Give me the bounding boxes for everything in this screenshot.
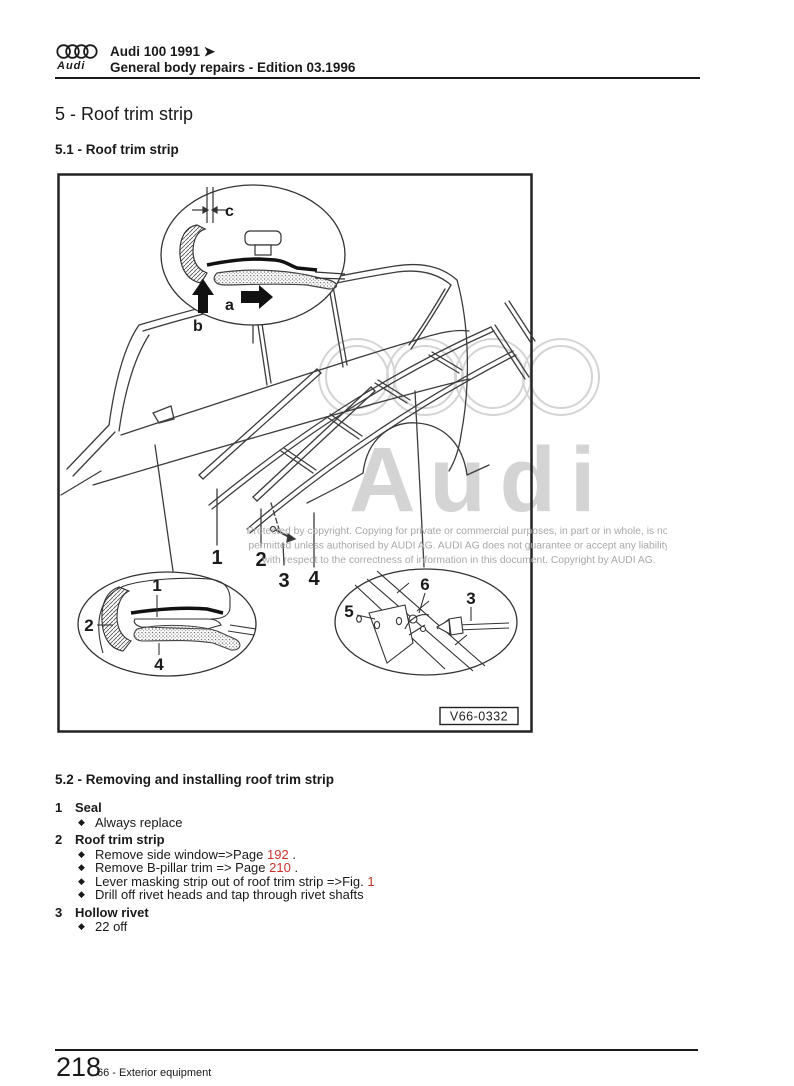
diamond-bullet-icon: ◆ xyxy=(78,848,85,859)
section-title: 5 - Roof trim strip xyxy=(55,104,194,124)
subsection-title-52: 5.2 - Removing and installing roof trim strip xyxy=(55,772,335,787)
callout-left-4: 4 xyxy=(154,655,164,674)
page-number: 218 xyxy=(56,1052,102,1082)
list-item xyxy=(55,906,705,921)
page-reference[interactable]: 192 xyxy=(267,846,289,862)
subsection-title-51: 5.1 - Roof trim strip xyxy=(55,142,179,157)
callout-1: 1 xyxy=(211,547,223,569)
detail-circle-right xyxy=(335,569,517,675)
bullet-item xyxy=(55,920,705,934)
item-number: 2 xyxy=(55,832,63,848)
bullet-item xyxy=(55,816,705,830)
page-reference[interactable]: 210 xyxy=(269,860,291,876)
diamond-bullet-icon: ◆ xyxy=(78,816,85,827)
bullet-text: Remove B-pillar trim => Page 210 . xyxy=(95,860,299,876)
callout-right-5: 5 xyxy=(344,602,354,621)
bullet-item xyxy=(55,848,705,862)
callout-4: 4 xyxy=(308,568,320,590)
list-item xyxy=(55,833,705,848)
bullet-item xyxy=(55,861,705,875)
detail-circle-top xyxy=(161,185,345,335)
bullet-text: Drill off rivet heads and tap through rivet shafts xyxy=(95,887,364,903)
copyright-watermark xyxy=(247,526,667,566)
technical-figure xyxy=(57,173,667,735)
audi-wordmark: Audi xyxy=(57,60,86,72)
bullet-text: Always replace xyxy=(95,814,183,830)
diamond-bullet-icon: ◆ xyxy=(78,875,85,886)
header-title-block xyxy=(110,44,355,76)
bullet-text: 22 off xyxy=(95,919,128,935)
callout-right-6: 6 xyxy=(420,575,430,594)
item-title: Roof trim strip xyxy=(75,832,165,848)
callout-c: c xyxy=(225,203,234,220)
callout-2: 2 xyxy=(255,549,267,571)
bullet-text: Remove side window=>Page 192 . xyxy=(95,846,296,862)
audi-rings-icon xyxy=(56,43,98,60)
bullet-item xyxy=(55,888,705,902)
callout-b: b xyxy=(193,318,203,335)
parts-list xyxy=(55,801,705,934)
detail-circle-left xyxy=(78,572,256,676)
item-number: 1 xyxy=(55,800,63,815)
drawing-id: V66-0332 xyxy=(449,709,509,724)
item-title: Hollow rivet xyxy=(75,904,149,920)
chapter-label: 66 - Exterior equipment xyxy=(97,1067,212,1079)
callout-left-2: 2 xyxy=(84,616,94,635)
copyright-line-2: permitted unless authorised by AUDI AG. AUDI AG does not guarantee or accept any liability xyxy=(248,540,667,552)
callout-left-1: 1 xyxy=(152,576,162,595)
copyright-line-3: with respect to the correctness of information in this document. Copyright by AUDI AG. xyxy=(262,555,656,566)
page-reference[interactable]: 1 xyxy=(367,873,375,889)
diamond-bullet-icon: ◆ xyxy=(78,889,85,900)
callout-a: a xyxy=(225,297,234,314)
header-subtitle: General body repairs - Edition 03.1996 xyxy=(110,60,356,75)
footer-rule xyxy=(55,1049,698,1051)
diamond-bullet-icon: ◆ xyxy=(78,921,85,932)
diamond-bullet-icon: ◆ xyxy=(78,862,85,873)
bullet-item xyxy=(55,875,705,889)
bullet-text: Lever masking strip out of roof trim strip =>Fig. 1 xyxy=(95,873,375,889)
item-number: 3 xyxy=(55,904,63,920)
header-model-line: Audi 100 1991 ➤ xyxy=(110,44,216,59)
drawing-id-box xyxy=(440,708,518,725)
item-title: Seal xyxy=(75,800,102,815)
list-item xyxy=(55,801,705,816)
callout-3: 3 xyxy=(278,570,290,592)
audi-watermark-text: Audi xyxy=(349,429,610,531)
copyright-line-1: Protected by copyright. Copying for private or commercial purposes, in part or in whole, is not xyxy=(246,526,667,537)
callout-right-3: 3 xyxy=(466,589,476,608)
header-rule xyxy=(55,77,700,79)
